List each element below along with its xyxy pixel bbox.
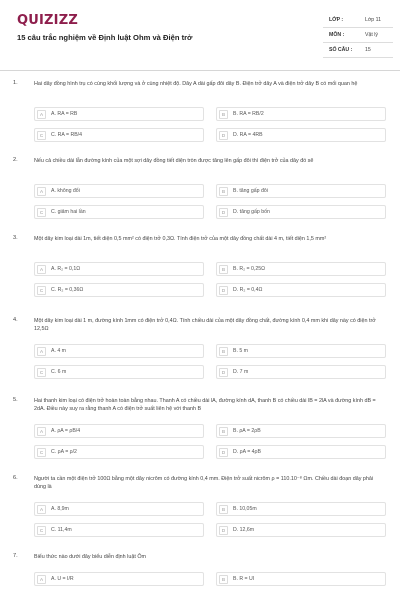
answer-option-c[interactable]: [34, 445, 204, 459]
option-text: A. 8,9m: [51, 506, 69, 512]
option-letter: A: [37, 265, 46, 274]
option-text: B. 10,05m: [233, 506, 257, 512]
meta-row-class: [323, 13, 393, 28]
option-text: A. 4 m: [51, 348, 66, 354]
option-letter: C: [37, 526, 46, 535]
option-letter: B: [219, 347, 228, 356]
option-letter: D: [219, 526, 228, 535]
question-number: 7.: [13, 553, 18, 559]
option-letter: A: [37, 110, 46, 119]
answer-option-b[interactable]: [216, 502, 386, 516]
answer-option-d[interactable]: [216, 205, 386, 219]
question-text: Người ta cần một điện trở 100Ω bằng một dây nicrôm có đường kính 0,4 mm. Điện trở suất nicrôm ρ = 110.10⁻⁸ Ωm. Chiều dài đoạn dây phải dùng là: [34, 476, 374, 490]
option-text: A. không đổi: [51, 188, 80, 194]
option-text: D. RA = 4RB: [233, 132, 263, 138]
option-text: A. ρA = ρB/4: [51, 428, 81, 434]
option-text: B. 5 m: [233, 348, 248, 354]
question-number: 3.: [13, 235, 18, 241]
answer-option-d[interactable]: [216, 283, 386, 297]
answer-option-a[interactable]: [34, 262, 204, 276]
option-text: D. R₂ = 0,4Ω: [233, 287, 263, 293]
option-letter: A: [37, 427, 46, 436]
option-text: C. RA = RB/4: [51, 132, 82, 138]
answer-option-d[interactable]: [216, 365, 386, 379]
option-text: A. RA = RB: [51, 111, 78, 117]
meta-row-count: [323, 43, 393, 58]
option-letter: A: [37, 187, 46, 196]
option-letter: D: [219, 208, 228, 217]
question-text: Một dây kim loại dài 1 m, đường kính 1mm có điện trở 0,4Ω. Tính chiều dài của một dây đồng chất, đường kính 0,4 mm khi dây này có điện trở 12,5Ω: [34, 318, 376, 332]
option-letter: C: [37, 131, 46, 140]
quizizz-logo: QUIZIZZ: [17, 13, 78, 28]
answer-option-c[interactable]: [34, 283, 204, 297]
question-text: Hai dây đồng hình trụ có cùng khối lượng và ở cùng nhiệt độ. Dây A dài gấp đôi dây B. Điện trở dây A và điện trở dây B có mối quan hệ: [34, 81, 358, 87]
meta-key: MÔN :: [329, 32, 345, 38]
meta-key: LỚP :: [329, 17, 344, 23]
meta-key: SỐ CÂU :: [329, 47, 353, 53]
header-divider: [0, 70, 400, 71]
answer-option-b[interactable]: [216, 424, 386, 438]
answer-option-a[interactable]: [34, 344, 204, 358]
question-number: 5.: [13, 397, 18, 403]
option-text: A. R₂ = 0,1Ω: [51, 266, 81, 272]
option-letter: B: [219, 575, 228, 584]
question-number: 4.: [13, 317, 18, 323]
answer-option-c[interactable]: [34, 128, 204, 142]
meta-value: Vật lý: [365, 32, 378, 38]
option-text: B. tăng gấp đôi: [233, 188, 268, 194]
option-text: B. ρA = 2ρB: [233, 428, 261, 434]
question-text: Nếu cả chiều dài lẫn đường kính của một sợi dây đồng tiết diện tròn được tăng lên gấp đôi thì điện trở của dây đó sẽ: [34, 158, 314, 164]
answer-option-a[interactable]: [34, 184, 204, 198]
answer-option-d[interactable]: [216, 523, 386, 537]
answer-option-d[interactable]: [216, 128, 386, 142]
question-text: Một dây kim loại dài 1m, tiết diện 0,5 mm² có điện trở 0,3Ω. Tính điện trở của một dây đồng chất dài 4 m, tiết diện 1,5 mm²: [34, 236, 327, 242]
option-text: D. ρA = 4ρB: [233, 449, 261, 455]
page-header: [0, 0, 400, 66]
answer-option-c[interactable]: [34, 523, 204, 537]
question-text: Hai thanh kim loại có điện trở hoàn toàn bằng nhau. Thanh A có chiều dài lA, đường kính dA, thanh B có chiều dài lB = 2lA và đường kính dB = 2dA. Điều này suy ra rằng thanh A có điện trở suất liên hệ với thanh B: [34, 398, 376, 412]
page-title: 15 câu trắc nghiệm về Định luật Ohm và Điện trở: [17, 33, 193, 42]
meta-value: 15: [365, 47, 371, 53]
meta-value: Lớp 11: [365, 17, 381, 23]
answer-option-b[interactable]: [216, 184, 386, 198]
answer-option-a[interactable]: [34, 572, 204, 586]
option-letter: C: [37, 286, 46, 295]
option-text: D. 7 m: [233, 369, 249, 375]
option-text: C. ρA = ρ/2: [51, 449, 77, 455]
option-letter: B: [219, 110, 228, 119]
answer-option-a[interactable]: [34, 502, 204, 516]
option-letter: B: [219, 265, 228, 274]
meta-info: [323, 13, 393, 58]
option-letter: C: [37, 368, 46, 377]
answer-option-b[interactable]: [216, 572, 386, 586]
option-letter: D: [219, 286, 228, 295]
answer-option-d[interactable]: [216, 445, 386, 459]
answer-option-b[interactable]: [216, 344, 386, 358]
option-letter: A: [37, 575, 46, 584]
question-text: Biểu thức nào dưới đây biểu diễn định luật Ôm: [34, 554, 147, 560]
option-letter: C: [37, 208, 46, 217]
question-number: 2.: [13, 157, 18, 163]
option-text: A. U = I/R: [51, 576, 74, 582]
option-text: C. giảm hai lần: [51, 209, 86, 215]
answer-option-a[interactable]: [34, 424, 204, 438]
option-text: D. tăng gấp bốn: [233, 209, 270, 215]
answer-option-a[interactable]: [34, 107, 204, 121]
option-letter: B: [219, 427, 228, 436]
option-letter: B: [219, 187, 228, 196]
meta-row-subject: [323, 28, 393, 43]
answer-option-c[interactable]: [34, 365, 204, 379]
option-text: D. 12,6m: [233, 527, 255, 533]
option-letter: D: [219, 448, 228, 457]
option-text: B. R₂ = 0,25Ω: [233, 266, 265, 272]
option-text: C. 6 m: [51, 369, 67, 375]
option-letter: C: [37, 448, 46, 457]
answer-option-c[interactable]: [34, 205, 204, 219]
option-text: B. RA = RB/2: [233, 111, 264, 117]
answer-option-b[interactable]: [216, 107, 386, 121]
option-letter: A: [37, 347, 46, 356]
option-letter: B: [219, 505, 228, 514]
answer-option-b[interactable]: [216, 262, 386, 276]
question-number: 1.: [13, 80, 18, 86]
option-letter: D: [219, 131, 228, 140]
option-text: C. 11,4m: [51, 527, 72, 533]
option-text: B. R = UI: [233, 576, 255, 582]
option-letter: D: [219, 368, 228, 377]
option-text: C. R₂ = 0,36Ω: [51, 287, 84, 293]
question-number: 6.: [13, 475, 18, 481]
option-letter: A: [37, 505, 46, 514]
